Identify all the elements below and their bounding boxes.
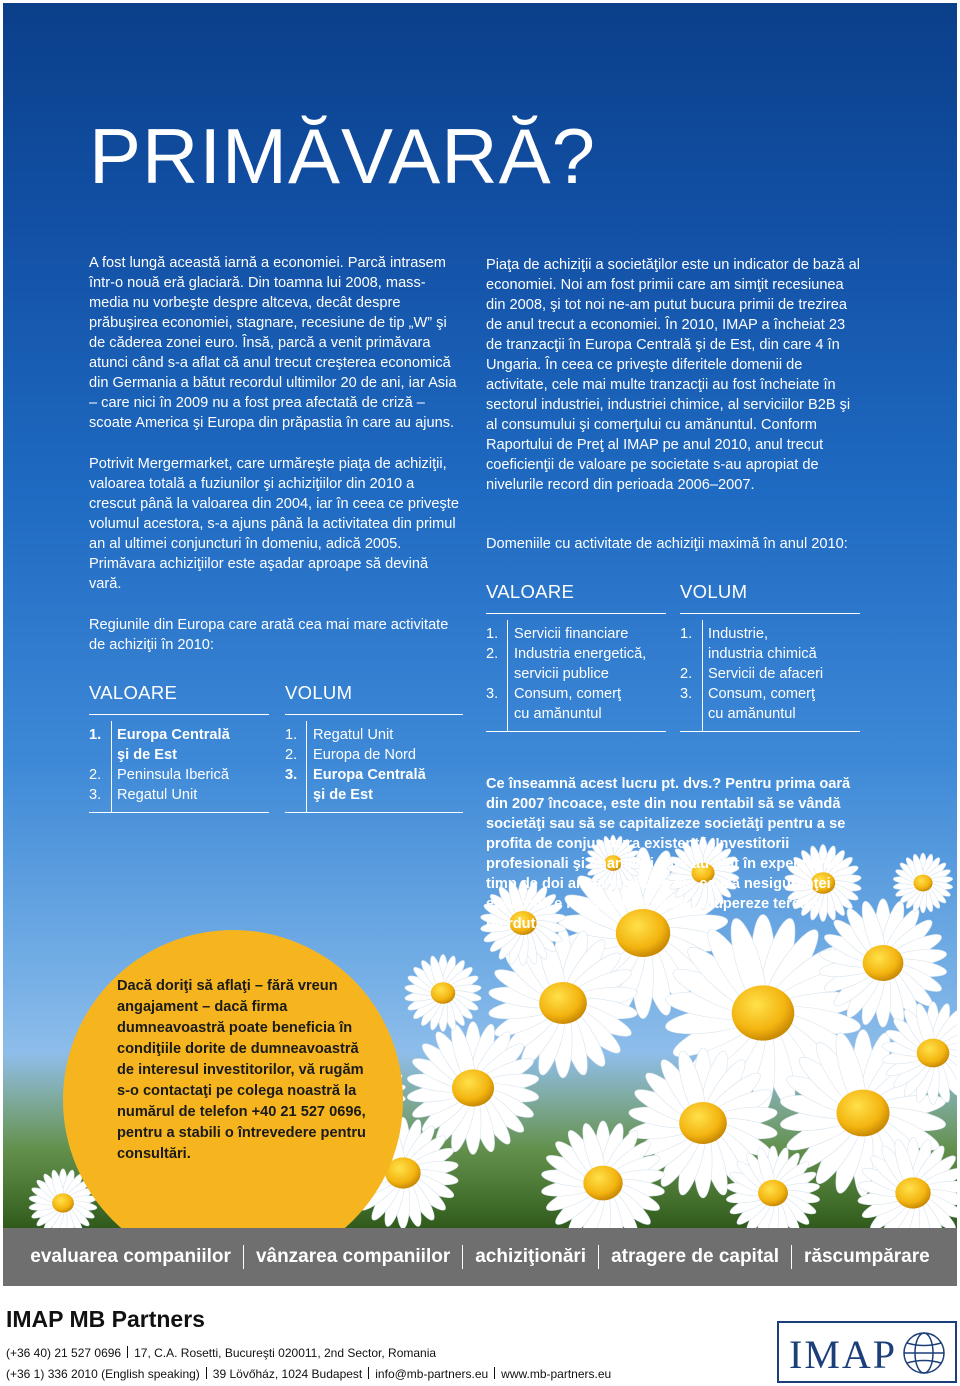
divider <box>494 1367 495 1379</box>
service-buyback: răscumpărare <box>804 1246 930 1267</box>
list-text: Europa Centrală şi de Est <box>117 727 230 763</box>
regions-value-header: VALOARE <box>89 682 178 703</box>
divider <box>680 731 860 732</box>
list-text: Consum, comerţ cu amănuntul <box>514 686 622 722</box>
list-text: Industrie, industria chimică <box>708 626 817 662</box>
mergermarket-paragraph: Potrivit Mergermarket, care urmăreşte piaţa de achiziţii, valoarea totală a fuziunilor şi achiziţiilor din 2010 a crescut până la valoarea din 2004, iar în ceea ce priveşte volumul acestora, s-a ajuns până la activitatea din primul an al ultimei conjuncturi în domeniu, adică 2005. Primăvara achiziţiilor este aşadar aproape să devină vară. <box>89 456 459 592</box>
email-link[interactable]: info@mb-partners.eu <box>375 1367 489 1381</box>
service-valuation: evaluarea companiilor <box>30 1246 231 1267</box>
phone-romania: (+36 40) 21 527 0696 <box>6 1346 122 1360</box>
list-text: Europa Centrală şi de Est <box>313 767 426 803</box>
divider <box>486 613 666 614</box>
list-text: Industria energetică, servicii publice <box>514 646 647 682</box>
contact-line-1 <box>6 1346 436 1360</box>
services-bar <box>3 1228 957 1286</box>
sectors-value-header: VALOARE <box>486 581 575 602</box>
divider <box>702 620 703 731</box>
daisy-flower <box>404 954 482 1031</box>
divider <box>507 620 508 731</box>
sectors-volume-header: VOLUM <box>680 581 748 602</box>
logo-wordmark: IMAP <box>789 1332 898 1377</box>
list-number: 3. <box>680 686 693 702</box>
imap-logo <box>777 1321 957 1383</box>
list-text: Servicii financiare <box>514 626 629 642</box>
divider <box>89 812 269 813</box>
list-number: 3. <box>486 686 499 702</box>
address-bucharest: 17, C.A. Rosetti, Bucureşti 020011, 2nd Sector, Romania <box>134 1346 437 1360</box>
divider <box>285 714 463 715</box>
list-number: 2. <box>680 666 693 682</box>
website-link[interactable]: www.mb-partners.eu <box>501 1367 612 1381</box>
conclusion-paragraph: Ce înseamnă acest lucru pt. dvs.? Pentru prima oară din 2007 încoace, este din nou rentabil să se vândă societăţi sau să se capitalizeze societăţi pentru a se profita de conjunctura existentă. Investitorii profesionali şi financiari care au stat în expectativă timp de doi ani şi jumătate din cauza nesiguranţei economice încearcă acum să recupereze terenul pierdut. <box>486 776 851 932</box>
service-capital-raising: atragere de capital <box>611 1246 780 1267</box>
list-number: 2. <box>89 767 102 783</box>
list-number: 1. <box>486 626 499 642</box>
list-text: Regatul Unit <box>117 787 198 803</box>
list-number: 3. <box>285 767 298 783</box>
list-text: Regatul Unit <box>313 727 394 743</box>
list-number: 2. <box>486 646 499 662</box>
divider <box>127 1346 128 1358</box>
list-number: 2. <box>285 747 298 763</box>
list-text: Consum, comerţ cu amănuntul <box>708 686 816 722</box>
list-number: 1. <box>89 727 102 743</box>
company-name: IMAP MB Partners <box>6 1306 205 1332</box>
intro-paragraph: A fost lungă această iarnă a economiei. Parcă intrasem într-o nouă eră glaciară. Din toamna lui 2008, mass-media nu vorbeşte despre altceva, decât despre prăbuşirea economiei, stagnare, recesiune de tip „W” şi de căderea zonei euro. Însă, parcă a venit primăvara atunci când s-a aflat că anul trecut creşterea economică din Germania a bătut recordul ultimilor 20 de ani, iar Asia – care nici în 2009 nu a fost prea afectată de criză – scoate America şi Europa din prăpastia în care au ajuns. <box>89 255 457 431</box>
list-number: 3. <box>89 787 102 803</box>
page-title: PRIMĂVARĂ? <box>89 112 597 200</box>
list-text: Peninsula Iberică <box>117 767 229 783</box>
service-sale: vânzarea companiilor <box>255 1246 451 1267</box>
regions-volume-header: VOLUM <box>285 682 353 703</box>
callout-text: Dacă doriţi să aflaţi – fără vreun angajament – dacă firma dumneavoastră poate beneficia în condiţiile dorite de dumneavoastră de interesul investitorilor, vă rugăm s-o contactaţi pe colega noastră la numărul de telefon +40 21 527 0696, pentru a stabili o întrevedere pentru consultări. <box>117 978 366 1162</box>
market-paragraph: Piaţa de achiziţii a societăţilor este un indicator de bază al economiei. Noi am fost primii care am simţit recesiunea din 2008, şi tot noi ne-am putut bucura primii de trezirea de anul trecut a economiei. În 2010, IMAP a încheiat 23 de tranzacţii în Europa Centrală şi de Est, din care 4 în Ungaria. În ceea ce priveşte diferitele domenii de activitate, cele mai multe tranzacţii au fost încheiate în sectorul industriei, industriei chimice, al serviciilor B2B şi al consumului şi comerţului cu amănuntul. Conform Raportului de Preţ al IMAP pe anul 2010, anul trecut coeficienţii de valoare pe societate s-au apropiat de nivelurile record din perioada 2006–2007. <box>486 257 860 493</box>
divider <box>89 714 269 715</box>
divider <box>206 1367 207 1379</box>
address-budapest: 39 Lövőház, 1024 Budapest <box>212 1367 363 1381</box>
list-item <box>89 725 269 765</box>
globe-icon <box>899 1328 949 1378</box>
list-text: Servicii de afaceri <box>708 666 824 682</box>
divider <box>306 721 307 812</box>
list-number: 1. <box>680 626 693 642</box>
divider <box>368 1367 369 1379</box>
divider <box>680 613 860 614</box>
phone-hungary: (+36 1) 336 2010 (English speaking) <box>6 1367 200 1381</box>
sectors-intro: Domeniile cu activitate de achiziţii maximă în anul 2010: <box>486 536 848 552</box>
contact-line-2 <box>6 1367 611 1381</box>
list-number: 1. <box>285 727 298 743</box>
divider <box>486 731 666 732</box>
service-acquisitions: achiziţionări <box>475 1246 587 1267</box>
list-text: Europa de Nord <box>313 747 417 763</box>
divider <box>285 812 463 813</box>
regions-intro: Regiunile din Europa care arată cea mai mare activitate de achiziţii în 2010: <box>89 617 449 653</box>
